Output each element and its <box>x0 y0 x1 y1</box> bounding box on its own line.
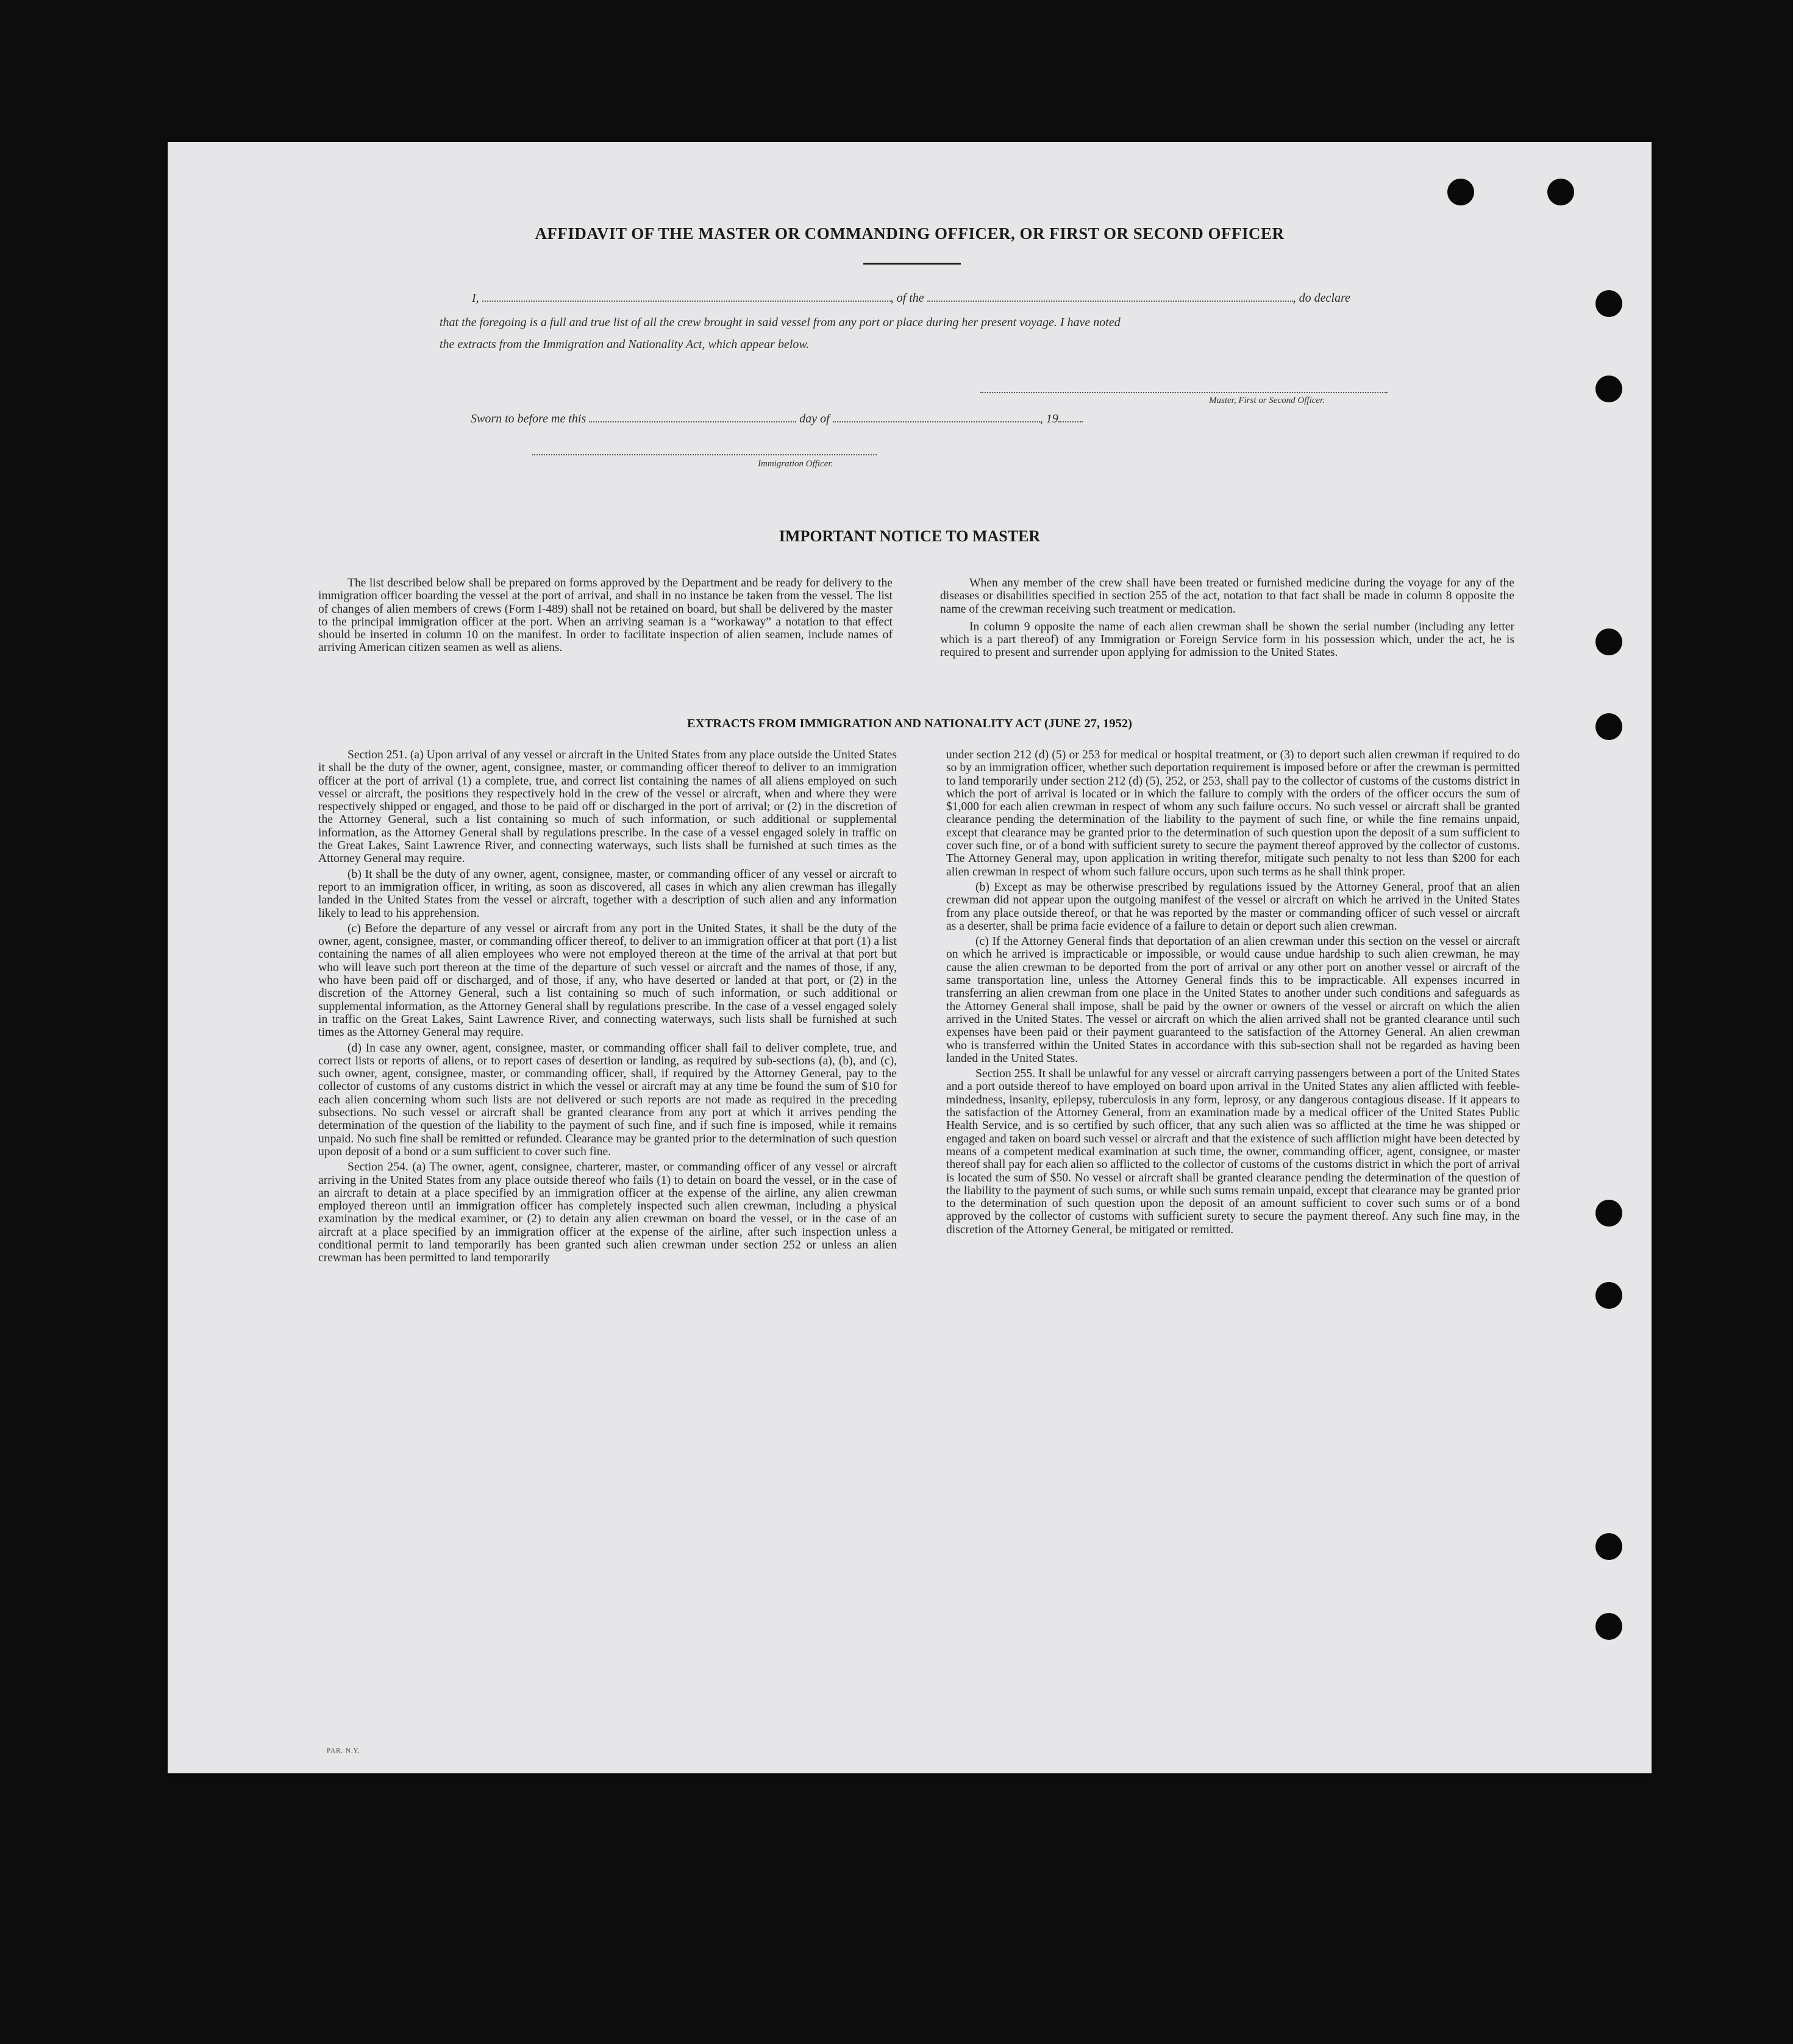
punch-hole-icon <box>1595 1533 1622 1560</box>
affidavit-declaration-line <box>472 291 1350 305</box>
sworn-day-of: day of <box>799 412 830 426</box>
punch-hole-icon <box>1595 1613 1622 1640</box>
statute-paragraph: (c) Before the departure of any vessel or aircraft from any port in the United States, it shall be the duty of the owner, agent, consignee, master, or commanding officer thereof, to deliver to an immigration officer at that port (1) a list containing the names of all alien employees who were not employed thereon at the time of the arrival at that port but who will leave such port thereon at the time of the departure of such vessel or aircraft and the names of those, if any, who have been paid off or discharged, and of those, if any, who have deserted or landed at that port, or (2) in the discretion of the Attorney General, such a list containing so much of such information, or such additional or supplemental information, as the Attorney General shall by regulations prescribe. In the case of a vessel engaged solely in traffic on the Great Lakes, Saint Lawrence River, and connecting waterways, such lists shall be furnished at such times as the Attorney General may require. <box>318 922 897 1039</box>
punch-hole-icon <box>1595 629 1622 655</box>
title-divider <box>863 263 961 265</box>
affidavit-title: AFFIDAVIT OF THE MASTER OR COMMANDING OFFICER, OR FIRST OR SECOND OFFICER <box>535 224 1285 243</box>
statute-paragraph: Section 254. (a) The owner, agent, consignee, charterer, master, or commanding officer of any vessel or aircraft arriving in the United States from any place outside thereof who fails (1) to detain on board the vessel, or in the case of an aircraft to detain at a place specified by an immigration officer at the expense of the airline, any alien crewman employed thereon until an immigration officer has completely inspected such alien crewman, including a physical examination by the medical examiner, or (2) to detain any alien crewman on board the vessel, or in the case of an aircraft at a place specified by an immigration officer at the expense of the airline, after such inspection unless a conditional permit to land temporarily has been granted such alien crewman under section 252 or unless an alien crewman has been permitted to land temporarily <box>318 1161 897 1265</box>
notice-paragraph: In column 9 opposite the name of each alien crewman shall be shown the serial number (including any letter which is a part thereof) of any Immigration or Foreign Service form in his possession which, under the act, he is required to present and surrender upon applying for admission to the United States. <box>940 620 1514 660</box>
sworn-prefix: Sworn to before me this <box>471 412 586 426</box>
statute-paragraph: (d) In case any owner, agent, consignee, master, or commanding officer shall fail to deliver complete, true, and correct lists or reports of aliens, or to report cases of desertion or landing, as required by sub-sections (a), (b), and (c), such owner, agent, consignee, master, or commanding officer, shall, if required by the Attorney General, pay to the collector of customs of any customs district in which the vessel or aircraft may at any time be found the sum of $10 for each alien concerning whom such lists are not delivered or such reports are not made as required in the preceding subsections. No such vessel or aircraft shall be granted clearance from any port at which it arrives pending the determination of the question of the liability to the payment of such fine, and if such fine is imposed, while it remains unpaid. No such fine shall be remitted or refunded. Clearance may be granted prior to the determination of such question upon deposit of a bond or a sum sufficient to cover such fine. <box>318 1041 897 1158</box>
punch-hole-icon <box>1595 1200 1622 1227</box>
statute-paragraph: Section 255. It shall be unlawful for any vessel or aircraft carrying passengers between a port of the United States and a port outside thereof to have employed on board upon arrival in the United States any alien afflicted with feeble-mindedness, insanity, epilepsy, tuberculosis in any form, leprosy, or any dangerous contagious disease. If it appears to the satisfaction of the Attorney General, from an examination made by a medical officer of the United States Public Health Service, and is so certified by such officer, that any such alien was so afflicted at the time he was shipped or engaged and taken on board such vessel or aircraft and that the existence of such affliction might have been detected by means of a competent medical examination at such time, the owner, commanding officer, agent, consignee, or master thereof shall pay for each alien so afflicted to the collector of customs of the customs district in which the port of arrival is located the sum of $50. No vessel or aircraft shall be granted clearance pending the determination of the question of the liability to the payment of such sums, or while such sums remain unpaid, except that clearance may be granted prior to the determination of such question upon the deposit of an amount sufficient to cover such sums or of a bond approved by the collector of customs with sufficient surety to secure the payment thereof. Any such fine may, in the discretion of the Attorney General, be mitigated or remitted. <box>946 1067 1520 1236</box>
notice-heading: IMPORTANT NOTICE TO MASTER <box>779 527 1041 545</box>
punch-hole-icon <box>1447 179 1474 205</box>
statute-paragraph: (b) Except as may be otherwise prescribed by regulations issued by the Attorney General, proof that an alien crewman did not appear upon the outgoing manifest of the vessel or aircraft on which he arrived in the United States from any place outside thereof, or that he was reported by the master or commanding officer of such vessel or aircraft as a deserter, shall be prima facie evidence of a failure to detain or deport such alien crewman. <box>946 880 1520 933</box>
sworn-year-field[interactable] <box>1058 413 1083 422</box>
notice-left-column <box>318 577 893 657</box>
document-page <box>168 142 1652 1773</box>
punch-hole-icon <box>1595 290 1622 317</box>
affidavit-statement-line: the extracts from the Immigration and Nationality Act, which appear below. <box>440 338 810 351</box>
extracts-heading: EXTRACTS FROM IMMIGRATION AND NATIONALITY ACT (JUNE 27, 1952) <box>687 717 1132 730</box>
vessel-name-field[interactable] <box>927 292 1293 302</box>
notice-paragraph: The list described below shall be prepared on forms approved by the Department and be ready for delivery to the immigration officer boarding the vessel at the port of arrival, and shall in no instance be taken from the vessel. The list of changes of alien members of crews (Form I-489) shall not be retained on board, but shall be delivered by the master to the principal immigration officer at the port. When an arriving seaman is a “workaway” a notation to that effect should be inserted in column 10 on the manifest. In order to facilitate inspection of alien seamen, include names of arriving American citizen seamen as well as aliens. <box>318 577 893 655</box>
sworn-line <box>471 412 1083 426</box>
extracts-right-column <box>946 749 1520 1239</box>
master-signature-label: Master, First or Second Officer. <box>1209 396 1325 405</box>
master-signature-field[interactable] <box>980 392 1388 393</box>
punch-hole-icon <box>1547 179 1574 205</box>
affidavit-statement-line: that the foregoing is a full and true list of all the crew brought in said vessel from any port or place during her present voyage. I have noted <box>440 316 1121 329</box>
sworn-month-field[interactable] <box>833 413 1040 422</box>
punch-hole-icon <box>1595 1282 1622 1309</box>
statute-paragraph: Section 251. (a) Upon arrival of any vessel or aircraft in the United States from any place outside the United States it shall be the duty of the owner, agent, consignee, master, or commanding officer thereof to deliver to an immigration officer at the port of arrival (1) a complete, true, and correct list containing the names of all aliens employed on such vessel or aircraft, the positions they respectively hold in the crew of the vessel or aircraft, when and where they were respectively shipped or engaged, and those to be paid off or discharged in the port of arrival; or (2) in the discretion of the Attorney General, such a list containing so much of such information, or such additional or supplemental information, as the Attorney General shall by regulations prescribe. In the case of a vessel engaged solely in traffic on the Great Lakes, Saint Lawrence River, and connecting waterways, such lists shall be furnished at such times as the Attorney General may require. <box>318 749 897 866</box>
declare-suffix: , do declare <box>1292 291 1350 305</box>
statute-paragraph: (c) If the Attorney General finds that deportation of an alien crewman under this section on the vessel or aircraft on which he arrived is impracticable or impossible, or would cause undue hardship to such alien crewman, he may cause the alien crewman to be deported from the port of arrival or any other port on another vessel or aircraft of the same transportation line, unless the Attorney General finds this to be impracticable. All expenses incurred in transferring an alien crewman from one place in the United States to another under such conditions and safeguards as the Attorney General shall impose, shall be paid by the owner or owners of the vessel or aircraft on which the alien arrived in the United States. The vessel or aircraft on which the alien arrived shall not be granted clearance until such expenses have been paid or their payment guaranteed to the satisfaction of the Attorney General. An alien crewman who is transferred within the United States in accordance with this sub-section shall not be regarded as having been landed in the United States. <box>946 935 1520 1065</box>
notice-right-column <box>940 577 1514 662</box>
sworn-day-field[interactable] <box>589 413 796 422</box>
immigration-officer-signature-field[interactable] <box>532 454 877 455</box>
statute-paragraph: (b) It shall be the duty of any owner, agent, consignee, master, or commanding officer of any vessel or aircraft to report to an immigration officer, in writing, as soon as discovered, all cases in which any alien crewman has illegally landed in the United States from the vessel or aircraft, together with a description of such alien and any information likely to lead to his apprehension. <box>318 867 897 920</box>
declarant-prefix: I, <box>472 291 479 305</box>
statute-paragraph: under section 212 (d) (5) or 253 for medical or hospital treatment, or (3) to deport such alien crewman if required to do so by an immigration officer, whether such deportation requirement is imposed before or after the crewman is permitted to land temporarily under section 212 (d) (5), 252, or 253, shall pay to the collector of customs of the customs district in which the port of arrival is located or in which the failure to comply with the orders of the officer occurs the sum of $1,000 for each alien crewman in respect of whom any such failure occurs. No such vessel or aircraft shall be granted clearance pending the determination of the liability to the payment of such fine, or while the fine remains unpaid, except that clearance may be granted prior to the determination of such question upon the deposit of a sum sufficient to cover such fine, or of a bond with sufficient surety to secure the payment thereof approved by the collector of customs. The Attorney General may, upon application in writing therefor, mitigate such penalty to not less than $200 for each alien crewman in respect of whom such failure occurs, upon such terms as he shall think proper. <box>946 749 1520 878</box>
punch-hole-icon <box>1595 376 1622 402</box>
vessel-prefix: , of the <box>890 291 924 305</box>
printer-mark: PAR. N.Y. <box>327 1747 360 1754</box>
immigration-officer-label: Immigration Officer. <box>758 459 833 469</box>
extracts-left-column <box>318 749 897 1267</box>
notice-paragraph: When any member of the crew shall have been treated or furnished medicine during the voyage for any of the diseases or disabilities specified in section 255 of the act, notation to that fact shall be made in column 8 opposite the name of the crewman receiving such treatment or medication. <box>940 577 1514 616</box>
sworn-year-prefix: , 19 <box>1039 412 1058 426</box>
declarant-name-field[interactable] <box>482 292 891 302</box>
